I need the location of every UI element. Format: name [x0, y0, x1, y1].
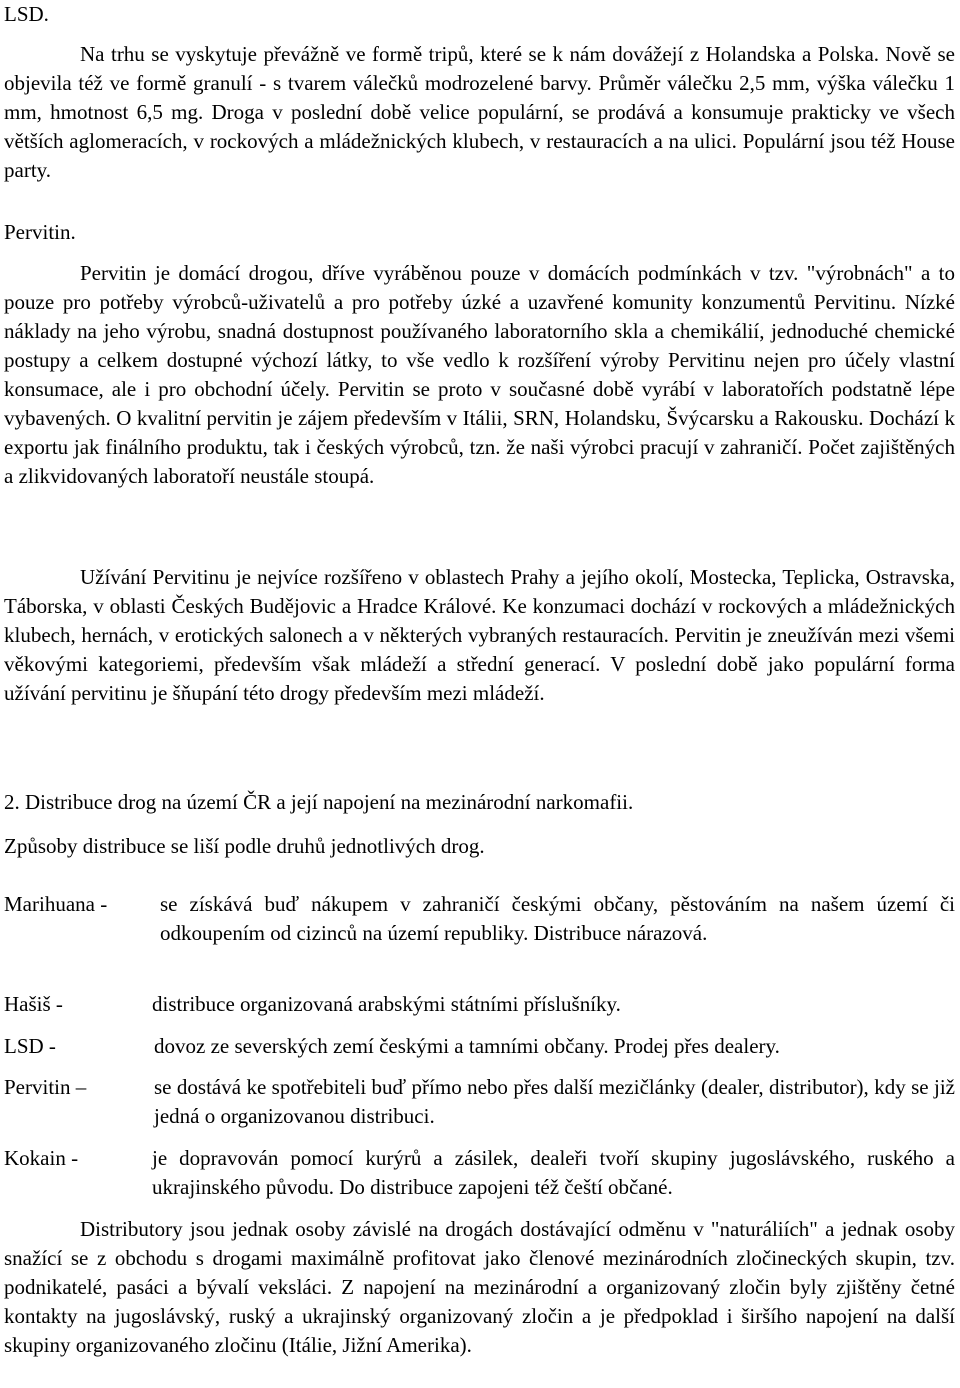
drug-term: Kokain - [4, 1146, 79, 1170]
distribution-heading: 2. Distribuce drog na území ČR a její napojení na mezinárodní narkomafii. [4, 790, 634, 814]
drug-term: Marihuana - [4, 892, 108, 916]
drug-description: je dopravován pomocí kurýrů a zásilek, dealeři tvoří skupiny jugoslávského, ruského a ukrajinského původu. Do distribuce zapojeni též čeští občané. [152, 1146, 955, 1199]
drug-term: Hašiš - [4, 992, 63, 1016]
drug-description: distribuce organizovaná arabskými státními příslušníky. [152, 992, 621, 1016]
pervitin-paragraph-1: Pervitin je domácí drogou, dříve vyráběnou pouze v domácích podmínkách v tzv. "výrobnách" a to pouze pro potřeby výrobců-uživatelů a pro potřeby úzké a uzavřené komunity konzumentů Pervitinu. Nízké náklady na jeho výrobu, snadná dostupnost používaného laboratorního skla a chemikálií, jednoduché chemické postupy a celkem dostupné výchozí látky, to vše vedlo k rozšíření výroby Pervitinu nejen pro účely vlastní konsumace, ale i pro obchodní účely. Pervitin se proto v současné době vyrábí v laboratořích podstatně lépe vybavených. O kvalitní pervitin je zájem především v Itálii, SRN, Holandsku, Švýcarsku a Rakousku. Dochází k exportu jak finálního produktu, tak i českých výrobců, tzn. že naši výrobci pracují v zahraničí. Počet zajištěných a zlikvidovaných laboratoří neustále stoupá. [4, 261, 955, 488]
distribution-closing-paragraph: Distributory jsou jednak osoby závislé na drogách dostávající odměnu v "naturáliích" a jednak osoby snažící se z obchodu s drogami maximálně profitovat jako členové mezinárodních zločineckých skupin, tzv. podnikatelé, pasáci a bývalí veksláci. Z napojení na mezinárodní a organizovaný zločin byly zjištěny četné kontakty na jugoslávský, ruský a ukrajinský organizovaný zločin a je předpoklad i širšího napojení na další skupiny organizovaného zločinu (Itálie, Jižní Amerika). [4, 1217, 955, 1357]
lsd-paragraph: Na trhu se vyskytuje převážně ve formě tripů, které se k nám dovážejí z Holandska a Polska. Nově se objevila též ve formě granulí - s tvarem válečků modrozelené barvy. Průměr válečku 2,5 mm, výška válečku 1 mm, hmotnost 6,5 mg. Droga v poslední době velice populární, se prodává a konsumuje prakticky ve všech větších aglomeracích, v rockových a mládežnických klubech, v restauracích a na ulici. Populární jsou též House party. [4, 42, 955, 182]
pervitin-paragraph-2: Užívání Pervitinu je nejvíce rozšířeno v oblastech Prahy a jejího okolí, Mostecka, Teplicka, Ostravska, Táborska, v oblasti Českých Budějovic a Hradce Králové. Ke konzumaci dochází v rockových a mládežnických klubech, hernách, v erotických salonech a v některých vybraných restauracích. Pervitin je zneužíván mezi všemi věkovými kategoriemi, především však mládeží a střední generací. V poslední době jako populární forma užívání pervitinu je šňupání této drogy především mezi mládeží. [4, 565, 955, 705]
pervitin-heading: Pervitin. [4, 220, 76, 244]
drug-term: Pervitin – [4, 1075, 87, 1099]
drug-description: se získává buď nákupem v zahraničí českými občany, pěstováním na našem území či odkoupením od cizinců na území republiky. Distribuce nárazová. [160, 892, 955, 945]
drug-description: dovoz ze severských zemí českými a tamními občany. Prodej přes dealery. [154, 1034, 780, 1058]
drug-description: se dostává ke spotřebiteli buď přímo nebo přes další mezičlánky (dealer, distributor), kdy se již jedná o organizovanou distribuci. [154, 1075, 955, 1128]
lsd-heading: LSD. [4, 2, 49, 26]
drug-term: LSD - [4, 1034, 56, 1058]
distribution-intro: Způsoby distribuce se liší podle druhů jednotlivých drog. [4, 834, 485, 858]
